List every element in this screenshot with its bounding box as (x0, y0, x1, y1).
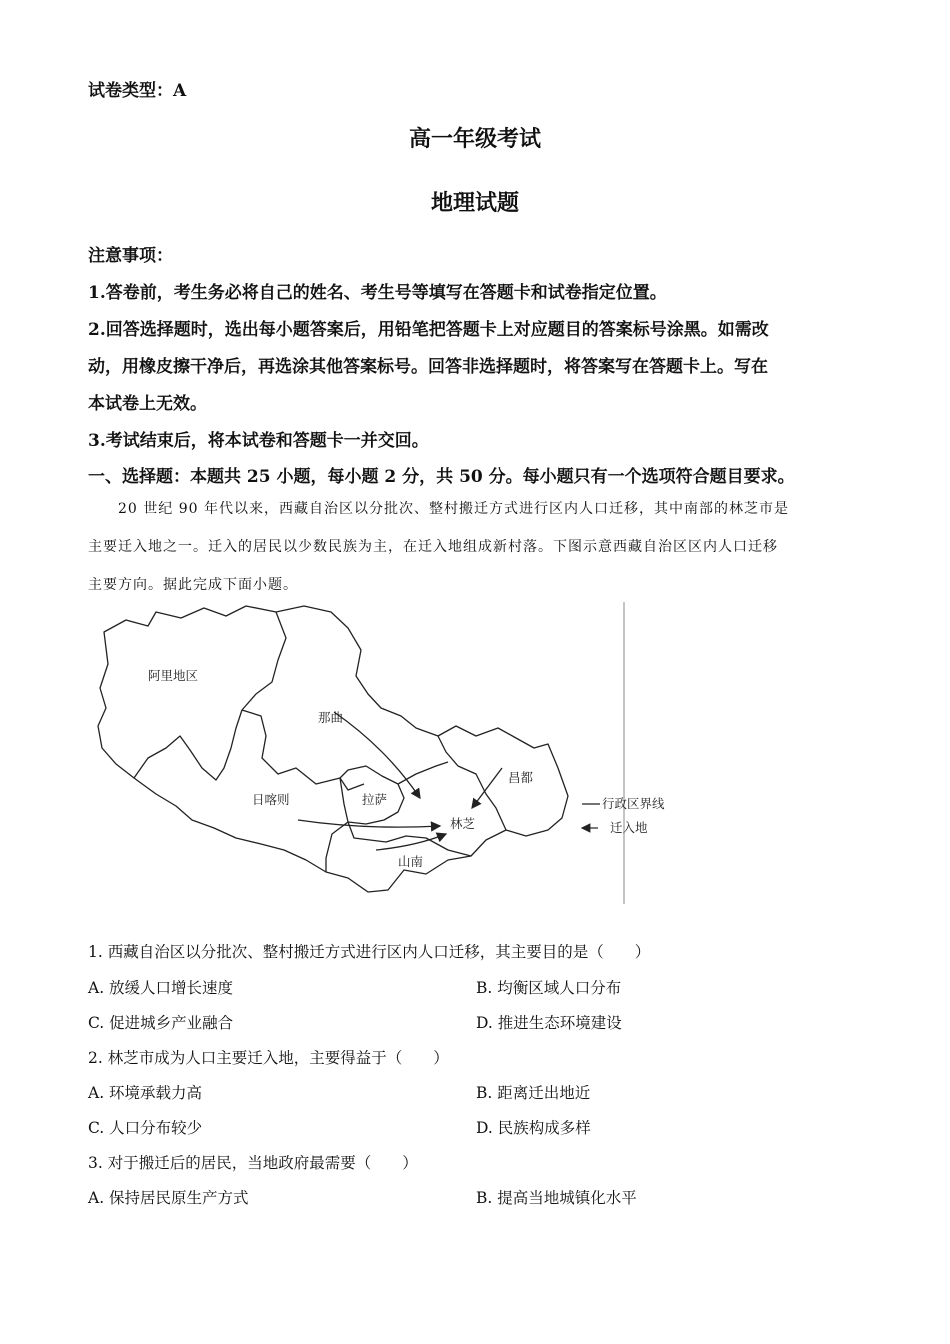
tibet-migration-map (86, 598, 686, 908)
q1-option-a: A. 放缓人口增长速度 (88, 979, 234, 997)
naqu-changdu-border (398, 762, 448, 784)
label-lasa: 拉萨 (362, 792, 388, 807)
tibet-outline (98, 606, 568, 892)
note-3: 3.考试结束后，将本试卷和答题卡一并交回。 (88, 431, 429, 451)
q2-option-c: C. 人口分布较少 (88, 1119, 203, 1137)
label-naqu: 那曲 (318, 710, 344, 725)
q1-option-c: C. 促进城乡产业融合 (88, 1014, 234, 1032)
label-ali: 阿里地区 (148, 668, 199, 683)
arrow-naqu-to-linzhi (334, 712, 420, 798)
q3-stem: 3. 对于搬迁后的居民，当地政府最需要（ ） (88, 1154, 418, 1172)
passage-line-1: 20 世纪 90 年代以来，西藏自治区以分批次、整村搬迁方式进行区内人口迁移，其中南部的林芝市是 (118, 501, 789, 517)
notes-heading: 注意事项： (88, 246, 173, 266)
q3-option-a: A. 保持居民原生产方式 (88, 1189, 249, 1207)
note-1: 1.答卷前，考生务必将自己的姓名、考生号等填写在答题卡和试卷指定位置。 (88, 283, 667, 303)
naqu-rikaze-border (242, 710, 364, 790)
exam-title: 高一年级考试 (408, 126, 541, 152)
passage-line-2: 主要迁入地之一。迁入的居民以少数民族为主，在迁入地组成新村落。下图示意西藏自治区区内人口迁移 (88, 539, 778, 555)
label-linzhi: 林芝 (450, 816, 476, 831)
q3-option-b: B. 提高当地城镇化水平 (476, 1189, 637, 1207)
label-rikaze: 日喀则 (252, 792, 290, 807)
note-2-line-a: 2.回答选择题时，选出每小题答案后，用铅笔把答题卡上对应题目的答案标号涂黑。如需改 (88, 320, 769, 340)
note-2-line-b: 动，用橡皮擦干净后，再选涂其他答案标号。回答非选择题时，将答案写在答题卡上。写在 (88, 357, 768, 377)
section-heading: 一、选择题：本题共 25 小题，每小题 2 分，共 50 分。每小题只有一个选项符合题目要求。 (88, 467, 795, 487)
q2-stem: 2. 林芝市成为人口主要迁入地，主要得益于（ ） (88, 1049, 449, 1067)
shannan-border (326, 822, 348, 872)
q2-option-a: A. 环境承载力高 (88, 1084, 203, 1102)
q2-option-d: D. 民族构成多样 (476, 1119, 591, 1137)
q1-option-d: D. 推进生态环境建设 (476, 1014, 622, 1032)
exam-type: 试卷类型：A (88, 81, 187, 101)
label-changdu: 昌都 (508, 770, 534, 785)
legend-destination-label: 迁入地 (610, 820, 648, 835)
q1-option-b: B. 均衡区域人口分布 (476, 979, 622, 997)
label-shannan: 山南 (398, 854, 424, 869)
q1-stem: 1. 西藏自治区以分批次、整村搬迁方式进行区内人口迁移，其主要目的是（ ） (88, 943, 651, 961)
exam-subtitle: 地理试题 (430, 190, 519, 216)
legend-boundary-label: 行政区界线 (602, 796, 665, 811)
note-2-line-c: 本试卷上无效。 (88, 394, 207, 414)
q2-option-b: B. 距离迁出地近 (476, 1084, 591, 1102)
passage-line-3: 主要方向。据此完成下面小题。 (88, 577, 298, 593)
